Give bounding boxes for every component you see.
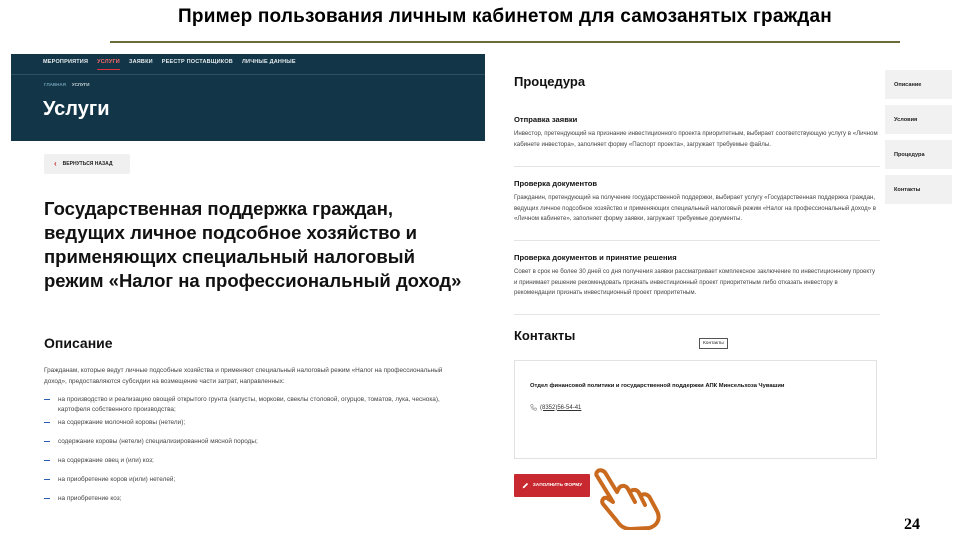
contacts-heading: Контакты bbox=[514, 328, 576, 343]
nav-item-services[interactable]: УСЛУГИ bbox=[97, 59, 120, 70]
pointing-hand-icon bbox=[589, 466, 664, 530]
list-item-text: на производство и реализацию овощей открытого грунта (капусты, моркови, свеклы столовой, огурцов, томатов, лука, чеснока), картофеля собственного производства; bbox=[58, 396, 440, 413]
tab-description[interactable]: Описание bbox=[885, 70, 952, 99]
top-navigation bbox=[43, 59, 296, 70]
phone-contact[interactable] bbox=[530, 404, 581, 411]
list-item bbox=[44, 418, 464, 428]
bullet-dash bbox=[44, 399, 50, 400]
nav-item-personal-data[interactable]: ЛИЧНЫЕ ДАННЫЕ bbox=[241, 59, 296, 65]
list-item-text: на содержание овец и (или) коз; bbox=[58, 457, 154, 464]
bullet-dash bbox=[44, 422, 50, 423]
fill-form-label: ЗАПОЛНИТЬ ФОРМУ bbox=[532, 483, 583, 488]
chevron-left-icon: ‹ bbox=[54, 159, 57, 168]
title-divider bbox=[110, 41, 900, 43]
description-heading: Описание bbox=[44, 335, 113, 351]
bullet-dash bbox=[44, 460, 50, 461]
phone-icon bbox=[530, 404, 537, 411]
page-title: Услуги bbox=[43, 98, 110, 120]
step-title-check: Проверка документов bbox=[514, 179, 598, 188]
list-item bbox=[44, 395, 464, 414]
step-divider bbox=[514, 314, 880, 315]
bullet-dash bbox=[44, 441, 50, 442]
step-text-submit: Инвестор, претендующий на признание инвестиционного проекта приоритетным, выбирает соответствующую услугу в «Личном кабинете инвестора», заполняет форму «Паспорт проекта», загружает требуемые файлы. bbox=[514, 130, 878, 148]
list-item-text: на содержание молочной коровы (нетели); bbox=[58, 419, 186, 426]
breadcrumb bbox=[44, 82, 90, 87]
fill-form-button[interactable] bbox=[514, 474, 590, 497]
nav-item-applications[interactable]: ЗАЯВКИ bbox=[128, 59, 153, 65]
tooltip: Контакты bbox=[699, 338, 728, 349]
tab-contacts[interactable]: Контакты bbox=[885, 175, 952, 204]
back-button[interactable] bbox=[44, 154, 130, 174]
department-name: Отдел финансовой политики и государственной поддержки АПК Минсельхоза Чувашии bbox=[530, 383, 785, 389]
list-item-text: на приобретение коров и(или) нетелей; bbox=[58, 476, 176, 483]
page-number: 24 bbox=[904, 516, 920, 533]
step-title-decision: Проверка документов и принятие решения bbox=[514, 253, 677, 262]
step-divider bbox=[514, 166, 880, 167]
step-text-check: Гражданин, претендующий на получение государственной поддержки, выбирает услугу «Государственная поддержка граждан, ведущих личное подсобное хозяйство и применяющих специальный налоговый режим «Налог на профессиональный доход» в «Личном кабинете», заполняет форму заявки, загружает требуемые документы. bbox=[514, 194, 877, 222]
contact-card bbox=[514, 360, 877, 459]
right-screenshot bbox=[505, 62, 955, 530]
tab-conditions[interactable]: Условия bbox=[885, 105, 952, 134]
left-screenshot bbox=[11, 54, 485, 526]
step-text-decision: Совет в срок не более 30 дней со дня получения заявки рассматривает комплексное заключение по инвестиционному проекту и принимает решение рекомендовать признать инвестиционный проект приоритетным либо отказать инвестору в рекомендации признать инвестиционный проект приоритетным. bbox=[514, 268, 876, 296]
list-item-text: содержание коровы (нетели) специализированной мясной породы; bbox=[58, 438, 258, 445]
nav-item-events[interactable]: МЕРОПРИЯТИЯ bbox=[43, 59, 89, 65]
bullet-dash bbox=[44, 479, 50, 480]
list-item bbox=[44, 494, 464, 504]
list-item bbox=[44, 475, 464, 485]
service-heading: Государственная поддержка граждан, ведущих личное подсобное хозяйство и применяющих специальный налоговый режим «Налог на профессиональный доход» bbox=[44, 198, 462, 291]
breadcrumb-services: УСЛУГИ bbox=[71, 82, 90, 87]
step-title-submit: Отправка заявки bbox=[514, 115, 578, 124]
description-text: Гражданам, которые ведут личные подсобные хозяйства и применяют специальный налоговый режим «Налог на профессиональный доход», предоставляются субсидии на возмещение части затрат, направленных: bbox=[44, 367, 443, 385]
nav-divider bbox=[11, 74, 485, 75]
bullet-dash bbox=[44, 498, 50, 499]
list-item bbox=[44, 437, 464, 447]
subsidy-list bbox=[44, 395, 464, 504]
breadcrumb-home[interactable]: ГЛАВНАЯ bbox=[44, 82, 66, 87]
list-item bbox=[44, 456, 464, 466]
phone-number[interactable]: (8352)56-54-41 bbox=[540, 404, 582, 411]
nav-item-suppliers-registry[interactable]: РЕЕСТР ПОСТАВЩИКОВ bbox=[161, 59, 233, 65]
slide-title: Пример пользования личным кабинетом для самозанятых граждан bbox=[178, 6, 832, 27]
step-divider bbox=[514, 240, 880, 241]
list-item-text: на приобретение коз; bbox=[58, 495, 122, 502]
procedure-heading: Процедура bbox=[514, 74, 586, 89]
page-hero bbox=[11, 54, 485, 141]
back-button-label: ВЕРНУТЬСЯ НАЗАД bbox=[62, 161, 113, 167]
tab-procedure[interactable]: Процедура bbox=[885, 140, 952, 169]
pencil-icon bbox=[522, 482, 529, 489]
